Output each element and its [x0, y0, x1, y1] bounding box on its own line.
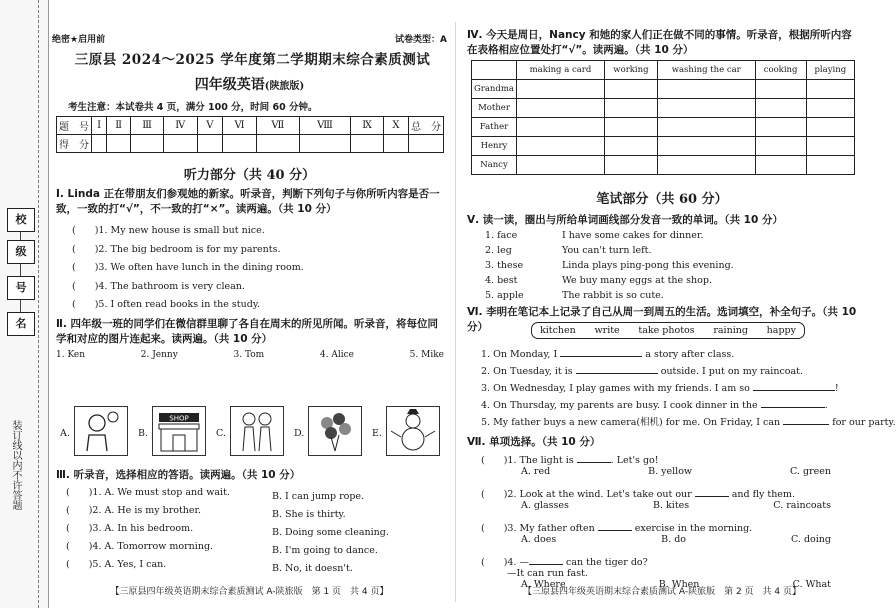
table-header: working [604, 61, 657, 80]
exam-subtitle: 四年级英语 [194, 77, 265, 93]
pic-flowers [308, 406, 362, 456]
score-row-label: 题 号 [57, 117, 92, 135]
mc-question: ( )4. — can the tiger do? —It can run fast. A. Where B. When C. What [481, 554, 851, 590]
page-footer: 【三原县四年级英语期末综合素质测试 A-陕旅版 第 2 页 共 4 页】 [523, 587, 801, 597]
tick-cell[interactable] [657, 156, 755, 175]
binding-field-school: 校 [7, 208, 35, 232]
exam-subtitle-row [52, 74, 447, 94]
word-bank-item: kitchen [540, 325, 576, 336]
table-header: making a card [516, 61, 604, 80]
score-col: Ⅷ [299, 117, 351, 135]
word-bank-item: take photos [638, 325, 695, 336]
sec3-right [272, 488, 389, 578]
sec1-title: Ⅰ. Linda 正在带朋友们参观她的新家。听录音，判断下列句子与你所听内容是否一致，一致的打“√”，不一致的打“×”。读两遍。（共 10 分） [56, 188, 440, 215]
table-header: playing [806, 61, 854, 80]
tick-cell[interactable] [755, 99, 806, 118]
row-label: Mother [472, 99, 517, 118]
paper-type: 试卷类型：A [395, 35, 447, 45]
sec2-title: Ⅱ. 四年级一班的同学们在微信群里聊了各自在周末的所见所闻。听录音，将每位同学和对应的图片连起来。读两遍。（共 10 分） [56, 318, 439, 345]
sec7-title: Ⅶ. 单项选择。（共 10 分） [467, 436, 601, 448]
sentence-item[interactable]: You can't turn left. [562, 245, 652, 256]
page-divider [455, 22, 456, 602]
tick-cell[interactable] [806, 156, 854, 175]
table-row [472, 156, 855, 175]
tick-cell[interactable] [806, 80, 854, 99]
sec6-title: Ⅵ. 李明在笔记本上记录了自己从周一到周五的生活。选词填空，补全句子。（共 10 分） [467, 306, 857, 333]
sec5-title: Ⅴ. 读一读，圈出与所给单词画线部分发音一致的单词。（共 10 分） [467, 214, 783, 226]
option[interactable]: A. Where [521, 579, 566, 590]
sec3-title: Ⅲ. 听录音，选择相应的答语。读两遍。（共 10 分） [56, 469, 301, 481]
pic-letter: A. [60, 428, 70, 439]
student-name: 4. Alice [319, 350, 354, 360]
dialogue-reply: —It can run fast. [507, 568, 588, 579]
table-row [472, 80, 855, 99]
pic-couple [230, 406, 284, 456]
table-row [472, 137, 855, 156]
word-bank-item: raining [713, 325, 748, 336]
binding-line [38, 0, 39, 608]
score-col: Ⅴ [197, 117, 222, 135]
tick-cell[interactable] [755, 156, 806, 175]
score-cell[interactable] [92, 135, 107, 153]
tick-cell[interactable] [604, 156, 657, 175]
answer-blank[interactable] [598, 520, 632, 531]
tick-cell[interactable] [604, 99, 657, 118]
tick-cell[interactable] [755, 118, 806, 137]
tick-cell[interactable] [604, 80, 657, 99]
answer-blank[interactable] [783, 414, 829, 425]
list-item: ( )1. My new house is small but nice. [72, 225, 265, 236]
tick-cell[interactable] [604, 137, 657, 156]
activity-table [471, 60, 855, 175]
option[interactable]: C. What [792, 579, 831, 590]
pic-snowman [386, 406, 440, 456]
listening-title: 听力部分（共 40 分） [183, 168, 316, 183]
sentence-item[interactable]: The rabbit is so cute. [562, 290, 664, 301]
score-cell[interactable] [197, 135, 222, 153]
row-label: Grandma [472, 80, 517, 99]
list-item: ( )5. I often read books in the study. [72, 299, 260, 310]
tick-cell[interactable] [516, 80, 604, 99]
word-item: 5. apple [485, 290, 524, 301]
sec6-items [481, 346, 896, 431]
sec1-items [72, 222, 304, 315]
pic-letter: B. [138, 428, 149, 439]
sec2-pictures [56, 402, 444, 462]
tick-cell[interactable] [806, 99, 854, 118]
pic-letter: D. [294, 428, 305, 439]
tick-cell[interactable] [657, 118, 755, 137]
tick-cell[interactable] [657, 80, 755, 99]
secret-label: 绝密★启用前 [52, 35, 106, 45]
answer-blank[interactable] [577, 452, 611, 463]
word-bank-item: happy [766, 325, 796, 336]
option[interactable]: A. does [521, 534, 557, 545]
table-corner [472, 61, 517, 80]
sec2-names [56, 350, 444, 360]
word-item: 4. best [485, 275, 518, 286]
shop-icon [153, 407, 205, 455]
score-cell[interactable] [223, 135, 257, 153]
word-item: 2. leg [485, 245, 512, 256]
list-item: B. No, it doesn't. [272, 563, 353, 574]
binding-note: 装订线以内不许答题 [10, 420, 21, 510]
page-2 [467, 22, 896, 608]
answer-blank[interactable] [576, 363, 658, 374]
list-item: ( )4. The bathroom is very clean. [72, 280, 245, 292]
row-label: Henry [472, 137, 517, 156]
option[interactable]: C. raincoats [773, 500, 831, 511]
score-col: Ⅲ [131, 117, 164, 135]
sentence-item[interactable]: Linda plays ping-pong this evening. [562, 260, 734, 271]
tick-cell[interactable] [516, 137, 604, 156]
table-header: cooking [755, 61, 806, 80]
tick-cell[interactable] [516, 99, 604, 118]
tick-cell[interactable] [516, 118, 604, 137]
binding-margin [0, 0, 49, 608]
list-item: B. She is thirty. [272, 509, 346, 520]
score-cell[interactable] [131, 135, 164, 153]
fill-item: 3. On Wednesday, I play games with my friends. I am so ! [481, 380, 896, 397]
list-item: B. I can jump rope. [272, 491, 365, 502]
tick-cell[interactable] [657, 99, 755, 118]
option[interactable]: B. When [658, 579, 700, 590]
score-table [56, 116, 444, 153]
list-item: ( )5. A. Yes, I can. [66, 559, 167, 570]
score-cell[interactable] [383, 135, 408, 153]
score-col: Ⅳ [163, 117, 197, 135]
boy-icon [75, 407, 127, 455]
answer-blank[interactable] [695, 486, 729, 497]
mc-question: ( )1. The light is . Let's go! A. red B. yellow C. green [481, 452, 851, 486]
option[interactable]: B. yellow [648, 466, 693, 477]
fill-item: 1. On Monday, I a story after class. [481, 346, 896, 363]
tick-cell[interactable] [755, 80, 806, 99]
score-col: Ⅶ [256, 117, 299, 135]
pic-letter: C. [216, 428, 226, 439]
option[interactable]: B. kites [653, 500, 690, 511]
tick-cell[interactable] [657, 137, 755, 156]
fill-item: 4. On Thursday, my parents are busy. I cook dinner in the . [481, 397, 896, 414]
option[interactable]: A. red [521, 466, 551, 477]
score-col: Ⅸ [351, 117, 384, 135]
exam-notice: 考生注意：本试卷共 4 页，满分 100 分，时间 60 分钟。 [68, 102, 318, 113]
score-col: Ⅰ [92, 117, 107, 135]
binding-field-name: 名 [7, 312, 35, 336]
page-1 [52, 22, 447, 608]
option[interactable]: A. glasses [521, 500, 569, 511]
table-row [472, 118, 855, 137]
sec5-words [485, 228, 524, 303]
list-item: B. Doing some cleaning. [272, 527, 389, 538]
fill-item: 2. On Tuesday, it is outside. I put on my raincoat. [481, 363, 896, 380]
score-cell[interactable] [163, 135, 197, 153]
mc-question: ( )3. My father often exercise in the morning. A. does B. do C. doing [481, 520, 851, 554]
binding-field-class: 级 [7, 240, 35, 264]
sec3-left [66, 484, 230, 574]
mc-question: ( )2. Look at the wind. Let's take out our and fly them. A. glasses B. kites C. raincoats [481, 486, 851, 520]
score-cell[interactable] [256, 135, 299, 153]
student-name: 3. Tom [233, 350, 265, 360]
list-item: ( )2. A. He is my brother. [66, 505, 202, 516]
row-label: Father [472, 118, 517, 137]
pic-shop [152, 406, 206, 456]
flowers-icon [309, 407, 361, 455]
word-item: 1. face [485, 230, 518, 241]
sentence-item[interactable]: We buy many eggs at the shop. [562, 275, 712, 286]
snowman-icon [387, 407, 439, 455]
tick-cell[interactable] [806, 118, 854, 137]
sec7-questions [481, 452, 851, 590]
score-col: Ⅵ [223, 117, 257, 135]
answer-blank[interactable] [761, 397, 825, 408]
tick-cell[interactable] [516, 156, 604, 175]
score-row-label: 得 分 [57, 135, 92, 153]
score-cell[interactable] [351, 135, 384, 153]
pic-letter: E. [372, 428, 382, 439]
student-name: 1. Ken [56, 350, 86, 360]
edition: (陕旅版) [264, 81, 305, 92]
sentence-item[interactable]: I have some cakes for dinner. [562, 230, 704, 241]
word-bank [531, 322, 805, 339]
word-item: 3. these [485, 260, 524, 271]
answer-blank[interactable] [753, 380, 835, 391]
tick-cell[interactable] [806, 137, 854, 156]
row-label: Nancy [472, 156, 517, 175]
option[interactable]: C. doing [790, 534, 831, 545]
list-item: ( )1. A. We must stop and wait. [66, 487, 230, 498]
sec4-title: Ⅳ. 今天是周日，Nancy 和她的家人们正在做不同的事情。听录音，根据所听内容在表格相应位置处打“√”。读两遍。（共 10 分） [467, 29, 852, 56]
answer-blank[interactable] [560, 346, 642, 357]
shop-sign-text: SHOP [169, 414, 189, 423]
writing-title: 笔试部分（共 60 分） [596, 192, 728, 207]
fill-item: 5. My father buys a new camera(相机) for me. On Friday, I can for our party. [481, 414, 896, 431]
answer-blank[interactable] [529, 554, 563, 565]
student-name: 2. Jenny [140, 350, 178, 360]
score-col: Ⅱ [107, 117, 131, 135]
score-cell[interactable] [299, 135, 351, 153]
tick-cell[interactable] [604, 118, 657, 137]
list-item: ( )3. We often have lunch in the dining room. [72, 262, 304, 273]
student-name: 5. Mike [409, 350, 444, 360]
pic-boy-thinking [74, 406, 128, 456]
binding-field-number: 号 [7, 276, 35, 300]
score-cell[interactable] [409, 135, 444, 153]
exam-title: 三原县 2024～2025 学年度第二学期期末综合素质测试 [74, 52, 431, 68]
option[interactable]: B. do [661, 534, 686, 545]
sec5-sentences [562, 228, 734, 303]
score-total-label: 总 分 [409, 117, 444, 135]
page-footer: 【三原县四年级英语期末综合素质测试 A-陕旅版 第 1 页 共 4 页】 [110, 587, 389, 597]
table-row [472, 99, 855, 118]
tick-cell[interactable] [755, 137, 806, 156]
word-bank-item: write [594, 325, 620, 336]
option[interactable]: C. green [790, 466, 831, 477]
list-item: ( )2. The big bedroom is for my parents. [72, 243, 281, 255]
list-item: ( )4. A. Tomorrow morning. [66, 541, 214, 552]
score-col: Ⅹ [383, 117, 408, 135]
list-item: B. I'm going to dance. [272, 545, 378, 556]
list-item: ( )3. A. In his bedroom. [66, 523, 194, 534]
people-icon [231, 407, 283, 455]
score-cell[interactable] [107, 135, 131, 153]
table-header: washing the car [657, 61, 755, 80]
